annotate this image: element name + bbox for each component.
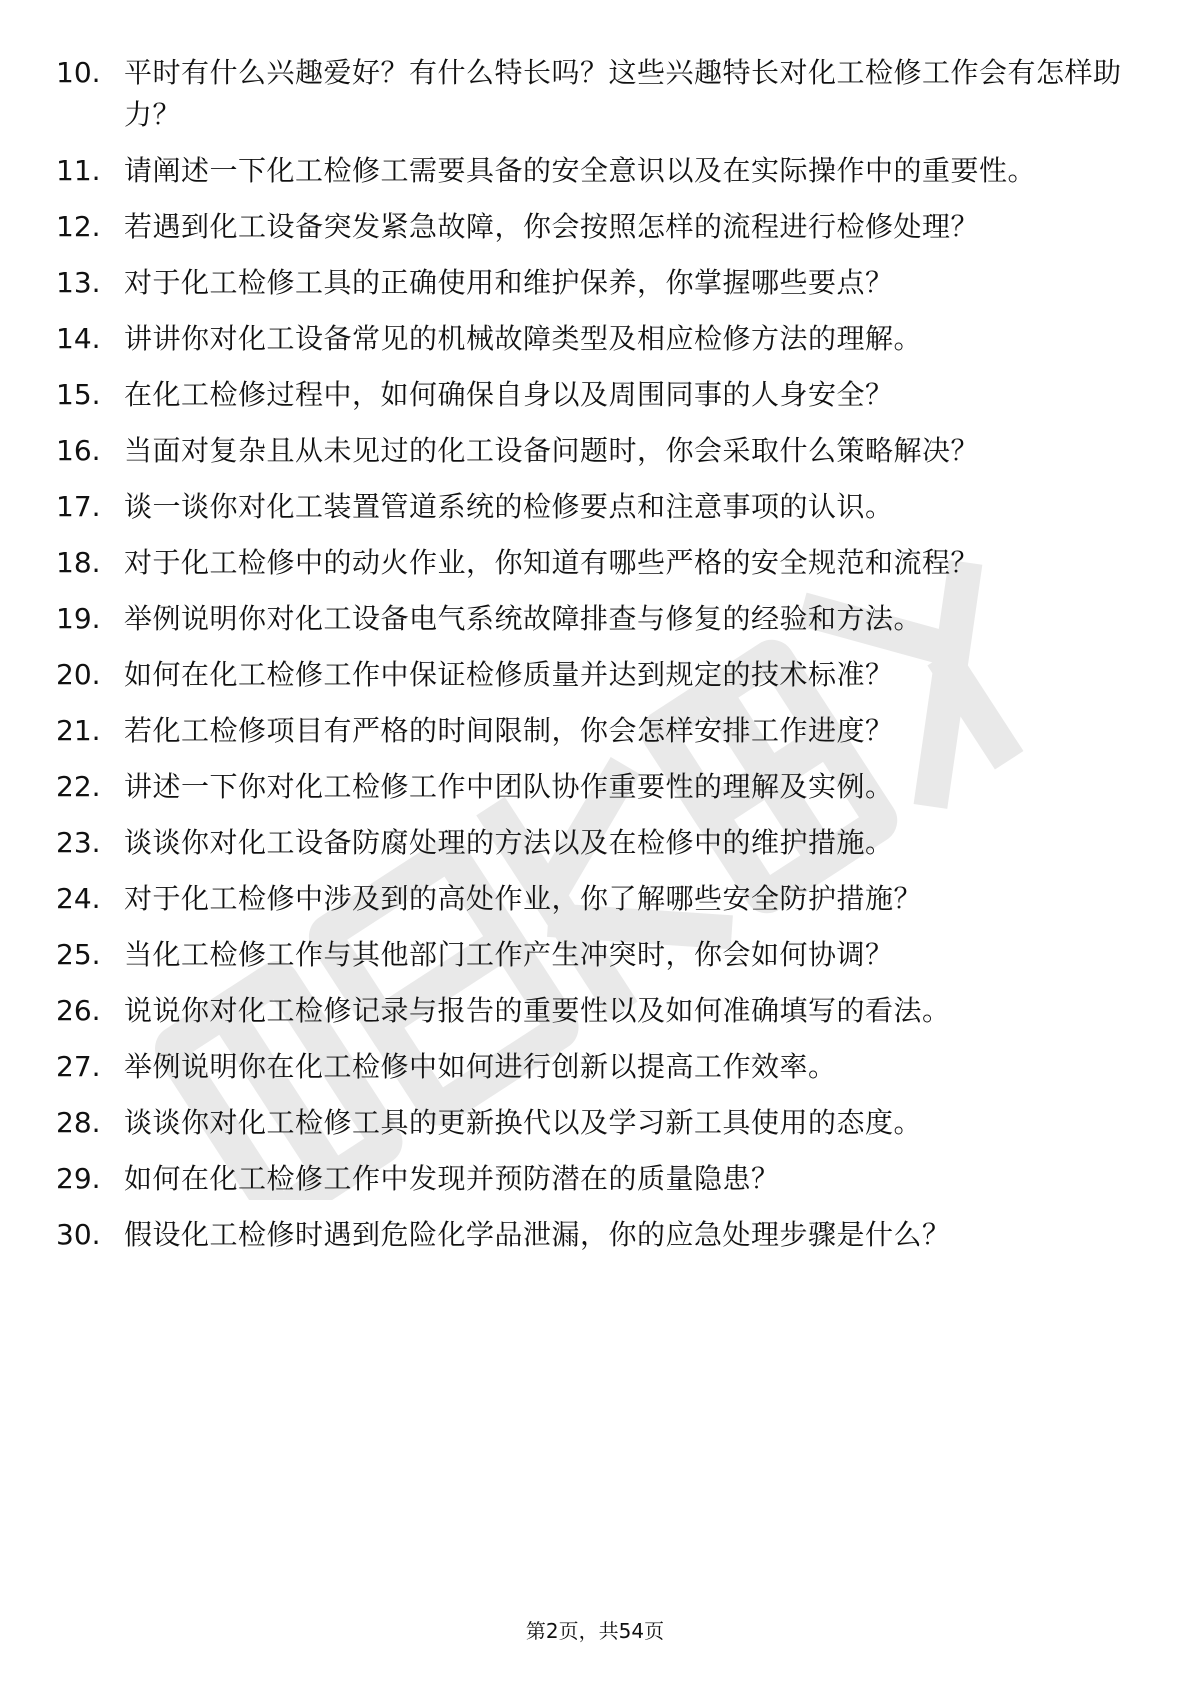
question-text: 在化工检修过程中，如何确保自身以及周围同事的人身安全？	[124, 378, 894, 411]
question-item	[56, 318, 1146, 360]
question-text: 谈谈你对化工设备防腐处理的方法以及在检修中的维护措施。	[124, 826, 894, 859]
question-number: 10.	[56, 56, 101, 89]
question-item	[56, 206, 1146, 248]
question-item	[56, 1102, 1146, 1144]
question-item	[56, 262, 1146, 304]
question-number: 21.	[56, 714, 101, 747]
question-text: 对于化工检修工具的正确使用和维护保养，你掌握哪些要点？	[124, 266, 894, 299]
question-number: 16.	[56, 434, 101, 467]
question-number: 28.	[56, 1106, 101, 1139]
question-item	[56, 934, 1146, 976]
question-number: 12.	[56, 210, 101, 243]
question-number: 19.	[56, 602, 101, 635]
question-text: 当面对复杂且从未见过的化工设备问题时，你会采取什么策略解决？	[124, 434, 980, 467]
question-number: 30.	[56, 1218, 101, 1251]
question-text: 说说你对化工检修记录与报告的重要性以及如何准确填写的看法。	[124, 994, 951, 1027]
question-item	[56, 52, 1146, 136]
question-item	[56, 1046, 1146, 1088]
question-list	[56, 52, 1146, 1270]
question-text: 假设化工检修时遇到危险化学品泄漏，你的应急处理步骤是什么？	[124, 1218, 951, 1251]
question-number: 27.	[56, 1050, 101, 1083]
page-number-footer: 第2页，共54页	[525, 1619, 665, 1643]
question-number: 29.	[56, 1162, 101, 1195]
question-item	[56, 878, 1146, 920]
question-number: 25.	[56, 938, 101, 971]
question-text: 若遇到化工设备突发紧急故障，你会按照怎样的流程进行检修处理？	[124, 210, 980, 243]
question-text: 讲讲你对化工设备常见的机械故障类型及相应检修方法的理解。	[124, 322, 923, 355]
question-item	[56, 430, 1146, 472]
question-text: 平时有什么兴趣爱好？有什么特长吗？这些兴趣特长对化工检修工作会有怎样助力？	[124, 56, 1122, 131]
question-number: 11.	[56, 154, 101, 187]
question-text: 当化工检修工作与其他部门工作产生冲突时，你会如何协调？	[124, 938, 894, 971]
question-number: 23.	[56, 826, 101, 859]
question-text: 对于化工检修中涉及到的高处作业，你了解哪些安全防护措施？	[124, 882, 923, 915]
question-text: 谈谈你对化工检修工具的更新换代以及学习新工具使用的态度。	[124, 1106, 923, 1139]
question-item	[56, 486, 1146, 528]
question-number: 15.	[56, 378, 101, 411]
question-text: 如何在化工检修工作中发现并预防潜在的质量隐患？	[124, 1162, 780, 1195]
question-text: 讲述一下你对化工检修工作中团队协作重要性的理解及实例。	[124, 770, 894, 803]
question-number: 17.	[56, 490, 101, 523]
question-text: 若化工检修项目有严格的时间限制，你会怎样安排工作进度？	[124, 714, 894, 747]
question-number: 20.	[56, 658, 101, 691]
question-item	[56, 654, 1146, 696]
question-number: 26.	[56, 994, 101, 1027]
question-item	[56, 598, 1146, 640]
question-item	[56, 542, 1146, 584]
question-item	[56, 1158, 1146, 1200]
question-number: 13.	[56, 266, 101, 299]
question-text: 请阐述一下化工检修工需要具备的安全意识以及在实际操作中的重要性。	[124, 154, 1037, 187]
question-item	[56, 990, 1146, 1032]
question-text: 对于化工检修中的动火作业，你知道有哪些严格的安全规范和流程？	[124, 546, 980, 579]
question-item	[56, 710, 1146, 752]
question-number: 22.	[56, 770, 101, 803]
question-item	[56, 766, 1146, 808]
question-text: 如何在化工检修工作中保证检修质量并达到规定的技术标准？	[124, 658, 894, 691]
question-text: 谈一谈你对化工装置管道系统的检修要点和注意事项的认识。	[124, 490, 894, 523]
question-number: 24.	[56, 882, 101, 915]
question-item	[56, 150, 1146, 192]
question-text: 举例说明你在化工检修中如何进行创新以提高工作效率。	[124, 1050, 837, 1083]
question-number: 18.	[56, 546, 101, 579]
question-item	[56, 822, 1146, 864]
question-item	[56, 1214, 1146, 1256]
question-number: 14.	[56, 322, 101, 355]
question-text: 举例说明你对化工设备电气系统故障排查与修复的经验和方法。	[124, 602, 923, 635]
question-item	[56, 374, 1146, 416]
